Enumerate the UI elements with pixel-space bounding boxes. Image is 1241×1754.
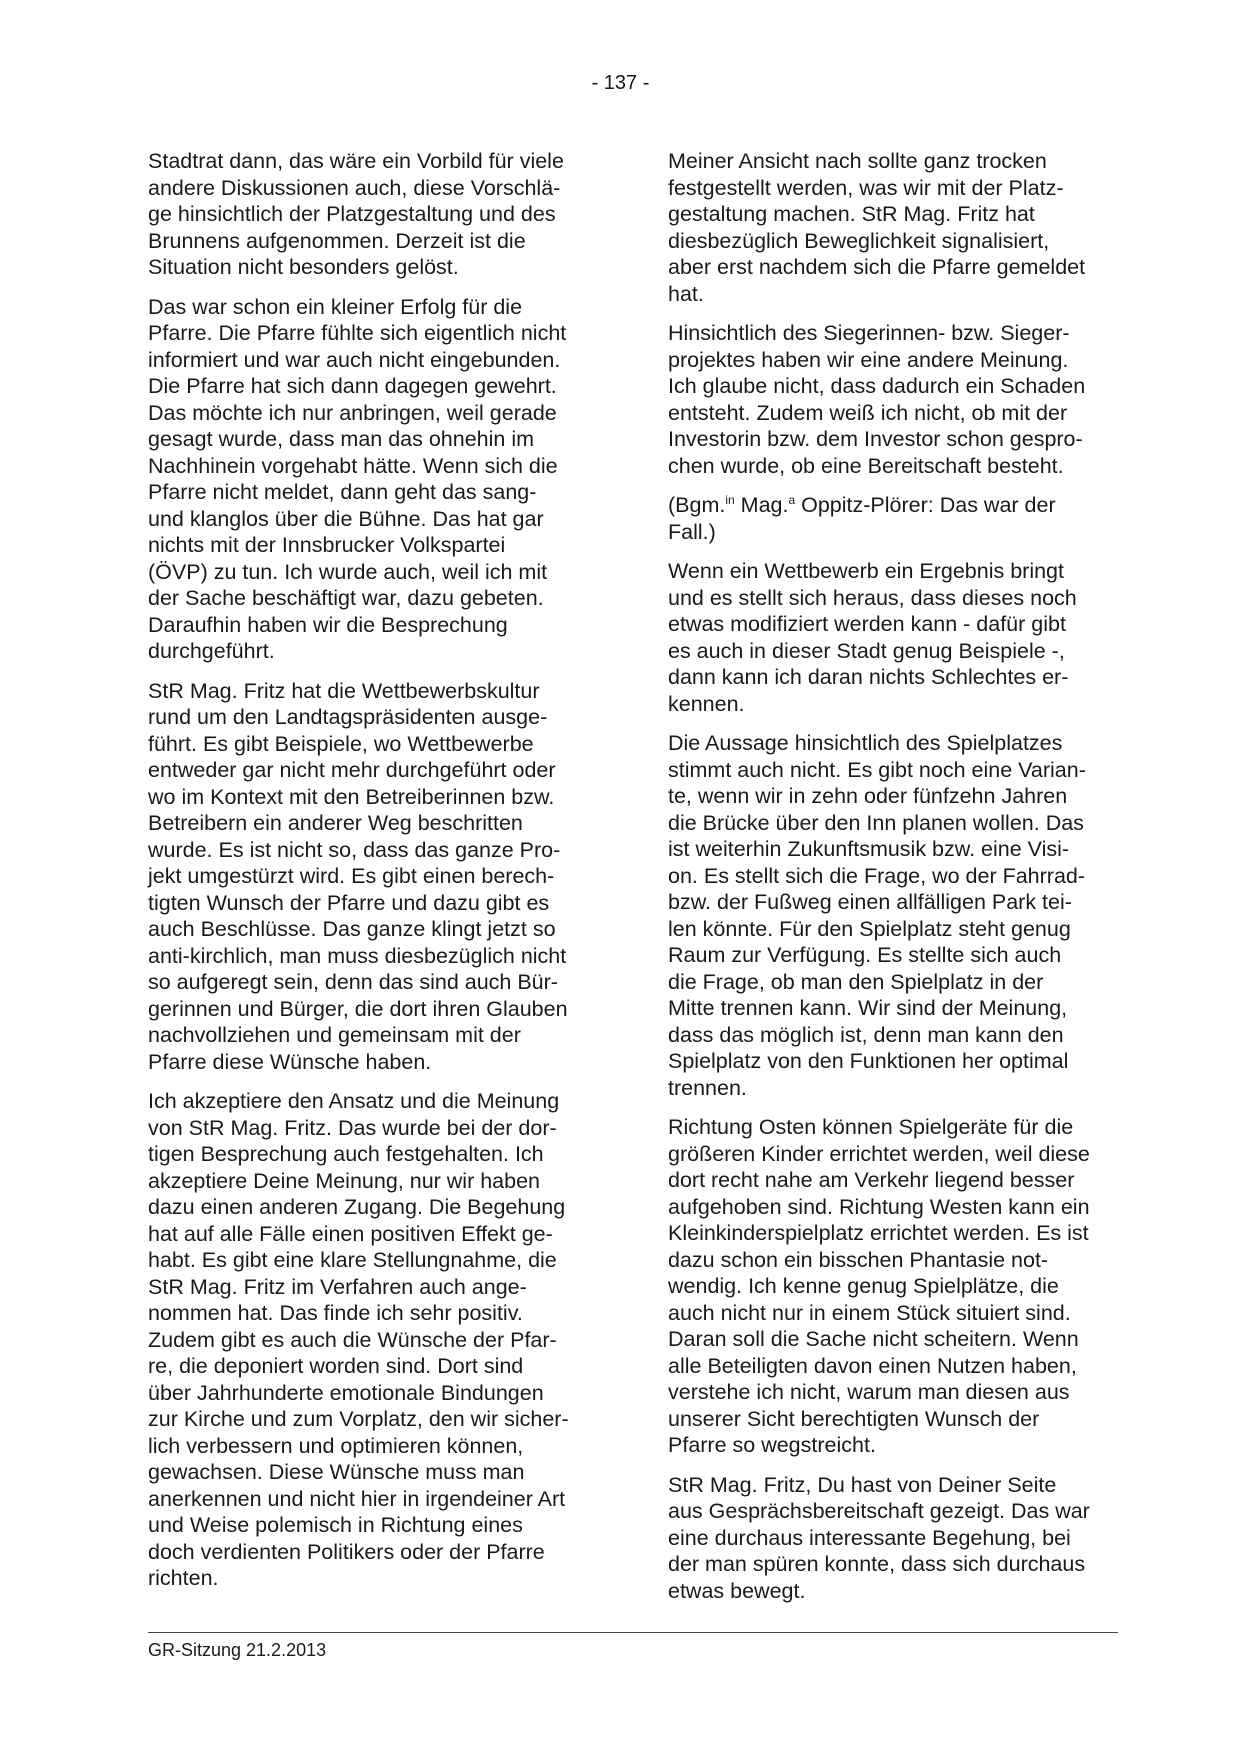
paragraph: Ich akzeptiere den Ansatz und die Meinung von StR Mag. Fritz. Das wurde bei der dor- tigen Besprechung auch festgehalten. Ich akzeptiere Deine Meinung, nur wir haben dazu einen anderen Zugang. Die Begehung hat auf alle Fälle einen positiven Effekt ge- habt. Es gibt eine klare Stellungnahme, die StR Mag. Fritz im Verfahren auch ange- nommen hat. Das finde ich sehr positiv. Zudem gibt es auch die Wünsche der Pfar- re, die deponiert worden sind. Dort sind über Jahrhunderte emotionale Bindungen zur Kirche und zum Vorplatz, den wir sicher- lich verbessern und optimieren können, gewachsen. Diese Wünsche muss man anerkennen und nicht hier in irgendeiner Art und Weise polemisch in Richtung eines doch verdienten Politikers oder der Pfarre richten. (148, 1089, 569, 1590)
interjection (668, 492, 1120, 545)
paragraph: Die Aussage hinsichtlich des Spielplatzes stimmt auch nicht. Es gibt noch eine Varian- te, wenn wir in zehn oder fünfzehn Jahren die Brücke über den Inn planen wollen. Das ist weiterhin Zukunftsmusik bzw. eine Visi- on. Es stellt sich die Frage, wo der Fahrrad- bzw. der Fußweg einen allfälligen Park tei- len könnte. Für den Spielplatz steht genug Raum zur Verfügung. Es stellte sich auch die Frage, ob man den Spielplatz in der Mitte trennen kann. Wir sind der Meinung, dass das möglich ist, denn man kann den Spielplatz von den Funktionen her optimal trennen. (668, 731, 1086, 1100)
interjection-rest: Oppitz-Plörer: Das war der Fall.) (668, 493, 1056, 544)
paragraph: Hinsichtlich des Siegerinnen- bzw. Sieger- projektes haben wir eine andere Meinung. Ich glaube nicht, dass dadurch ein Schaden entsteht. Zudem weiß ich nicht, ob mit der Investorin bzw. dem Investor schon gespro- chen wurde, ob eine Bereitschaft besteht. (668, 321, 1086, 478)
superscript: a (788, 492, 796, 507)
interjection-mid: Mag. (734, 493, 789, 517)
interjection-open: (Bgm. (668, 493, 726, 517)
paragraph: Richtung Osten können Spielgeräte für die größeren Kinder errichtet werden, weil diese dort recht nahe am Verkehr liegend besser aufgehoben sind. Richtung Westen kann ein Kleinkinderspielplatz errichtet werden. Es ist dazu schon ein bisschen Phantasie not- wendig. Ich kenne genug Spielplätze, die auch nicht nur in einem Stück situiert sind. Daran soll die Sache nicht scheitern. Wenn alle Beteiligten davon einen Nutzen haben, verstehe ich nicht, warum man diesen aus unserer Sicht berechtigten Wunsch der Pfarre so wegstreicht. (668, 1115, 1090, 1457)
paragraph: Wenn ein Wettbewerb ein Ergebnis bringt und es stellt sich heraus, dass dieses noch etwas modifiziert werden kann - dafür gibt es auch in dieser Stadt genug Beispiele -, dann kann ich daran nichts Schlechtes er- kennen. (668, 559, 1077, 716)
superscript: in (725, 492, 735, 507)
right-column (668, 148, 1120, 1617)
paragraph: Meiner Ansicht nach sollte ganz trocken festgestellt werden, was wir mit der Platz- gestaltung machen. StR Mag. Fritz hat diesbezüglich Beweglichkeit signalisiert, aber erst nachdem sich die Pfarre gemeldet hat. (668, 149, 1086, 306)
left-column (148, 148, 600, 1605)
paragraph: StR Mag. Fritz hat die Wettbewerbskultur rund um den Landtagspräsidenten ausge- führt. Es gibt Beispiele, wo Wettbewerbe entweder gar nicht mehr durchgeführt oder wo im Kontext mit den Betreiberinnen bzw. Betreibern ein anderer Weg beschritten wurde. Es ist nicht so, dass das ganze Pro- jekt umgestürzt wird. Es gibt einen berech- tigten Wunsch der Pfarre und dazu gibt es auch Beschlüsse. Das ganze klingt jetzt so anti-kirchlich, man muss diesbezüglich nicht so aufgeregt sein, denn das sind auch Bür- gerinnen und Bürger, die dort ihren Glauben nachvollziehen und gemeinsam mit der Pfarre diese Wünsche haben. (148, 678, 568, 1074)
footer-divider (148, 1632, 1118, 1633)
footer-session-label: GR-Sitzung 21.2.2013 (148, 1640, 327, 1660)
paragraph: StR Mag. Fritz, Du hast von Deiner Seite aus Gesprächsbereitschaft gezeigt. Das war eine durchaus interessante Begehung, bei der man spüren konnte, dass sich durchaus etwas bewegt. (668, 1472, 1090, 1603)
paragraph: Stadtrat dann, das wäre ein Vorbild für viele andere Diskussionen auch, diese Vorschlä- ge hinsichtlich der Platzgestaltung und des Brunnens aufgenommen. Derzeit ist die Situation nicht besonders gelöst. (148, 149, 564, 279)
paragraph: Das war schon ein kleiner Erfolg für die Pfarre. Die Pfarre fühlte sich eigentlich nicht informiert und war auch nicht eingebunden. Die Pfarre hat sich dann dagegen gewehrt. Das möchte ich nur anbringen, weil gerade gesagt wurde, dass man das ohnehin im Nachhinein vorgehabt hätte. Wenn sich die Pfarre nicht meldet, dann geht das sang- und klanglos über die Bühne. Das hat gar nichts mit der Innsbrucker Volkspartei (ÖVP) zu tun. Ich wurde auch, weil ich mit der Sache beschäftigt war, dazu gebeten. Daraufhin haben wir die Besprechung durchgeführt. (148, 294, 567, 663)
page-number: - 137 - (591, 72, 650, 94)
